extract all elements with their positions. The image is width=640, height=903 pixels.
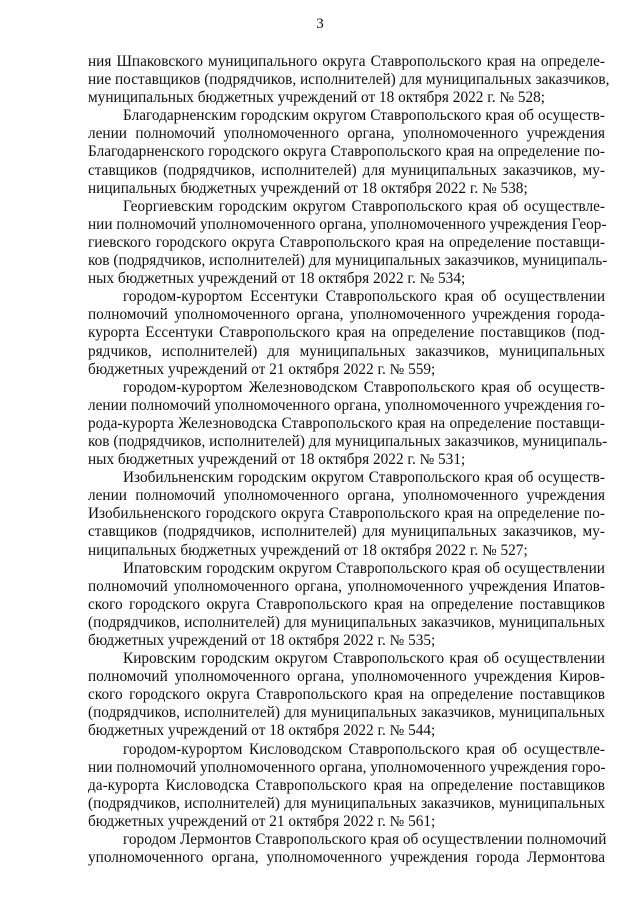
text-line: полномочий уполномоченного органа, уполномоченного учреждения Ипатов- [88, 577, 605, 595]
text-line: городом-курортом Ессентуки Ставропольского края об осуществлении [123, 288, 605, 306]
text-line: рода-курорта Железноводска Ставропольского края на определение поставщи- [88, 414, 605, 432]
text-line: уполномоченного органа, уполномоченного учреждения города Лермонтова [88, 849, 605, 867]
text-line: да-курорта Кисловодска Ставропольского края на определение поставщиков [88, 776, 605, 794]
text-line: лении полномочий уполномоченного органа, уполномоченного учреждения го- [88, 396, 605, 414]
text-line: муниципальных бюджетных учреждений от 18 октября 2022 г. № 528; [88, 89, 546, 107]
text-line: лении полномочий уполномоченного органа, уполномоченного учреждения [88, 487, 605, 505]
text-line: Благодарненского городского округа Ставропольского края на определение по- [88, 143, 605, 161]
text-line: бюджетных учреждений от 18 октября 2022 г. № 544; [88, 722, 436, 740]
text-line: ского городского округа Ставропольского края на определение поставщиков [88, 686, 605, 704]
text-line: городом Лермонтов Ставропольского края об осуществлении полномочий [123, 831, 607, 849]
text-line: ния Шпаковского муниципального округа Ставропольского края на определе- [88, 53, 605, 70]
text-line: ние поставщиков (подрядчиков, исполнителей) для муниципальных заказчиков, [88, 71, 610, 89]
text-line: нии полномочий уполномоченного органа, уполномоченного учреждения Геор- [88, 215, 607, 233]
text-line: ков (подрядчиков, исполнителей) для муниципальных заказчиков, муниципаль- [88, 252, 608, 270]
text-line: ниципальных бюджетных учреждений от 18 октября 2022 г. № 538; [88, 179, 528, 197]
text-line: бюджетных учреждений от 18 октября 2022 г. № 535; [88, 632, 436, 649]
text-line: (подрядчиков, исполнителей) для муниципальных заказчиков, муниципальных [88, 794, 605, 812]
text-line: рядчиков, исполнителей) для муниципальных заказчиков, муниципальных [88, 342, 605, 360]
text-line: ставщиков (подрядчиков, исполнителей) для муниципальных заказчиков, му- [88, 523, 605, 541]
text-line: полномочий уполномоченного органа, уполномоченного учреждения Киров- [88, 668, 605, 686]
text-line: Ипатовским городским округом Ставропольского края об осуществлении [123, 559, 605, 577]
text-line: Георгиевским городским округом Ставропольского края об осуществле- [123, 197, 605, 215]
text-line: Изобильненским городским округом Ставропольского края об осуществ- [123, 469, 605, 487]
text-line: ниципальных бюджетных учреждений от 18 октября 2022 г. № 527; [88, 541, 528, 559]
text-line: городом-курортом Кисловодском Ставропольского края об осуществле- [123, 740, 605, 758]
text-line: нии полномочий уполномоченного органа, уполномоченного учреждения горо- [88, 758, 606, 776]
text-line: ных бюджетных учреждений от 18 октября 2022 г. № 534; [88, 270, 466, 288]
text-line: Кировским городским округом Ставропольского края об осуществлении [123, 650, 605, 668]
text-line: ков (подрядчиков, исполнителей) для муниципальных заказчиков, муниципаль- [88, 432, 608, 450]
text-line: бюджетных учреждений от 21 октября 2022 г. № 561; [88, 812, 436, 830]
text-line: курорта Ессентуки Ставропольского края на определение поставщиков (под- [88, 324, 605, 342]
text-line: ского городского округа Ставропольского края на определение поставщиков [88, 595, 605, 613]
text-line: бюджетных учреждений от 21 октября 2022 г. № 559; [88, 360, 436, 378]
text-line: (подрядчиков, исполнителей) для муниципальных заказчиков, муниципальных [88, 613, 605, 631]
text-line: (подрядчиков, исполнителей) для муниципальных заказчиков, муниципальных [88, 704, 605, 722]
text-line: городом-курортом Железноводском Ставропольского края об осуществ- [123, 378, 605, 396]
text-line: Благодарненским городским округом Ставропольского края об осуществ- [123, 107, 605, 125]
text-line: ных бюджетных учреждений от 18 октября 2022 г. № 531; [88, 451, 466, 469]
page-number: 3 [316, 16, 324, 32]
text-line: гиевского городского округа Ставропольского края на определение поставщи- [88, 233, 605, 251]
text-line: полномочий уполномоченного органа, уполномоченного учреждения города- [88, 306, 605, 324]
document-body [88, 53, 610, 867]
text-line: ставщиков (подрядчиков, исполнителей) для муниципальных заказчиков, му- [88, 161, 605, 179]
text-line: лении полномочий уполномоченного органа, уполномоченного учреждения [88, 125, 605, 143]
text-line: Изобильненского городского округа Ставропольского края на определение по- [88, 505, 605, 523]
